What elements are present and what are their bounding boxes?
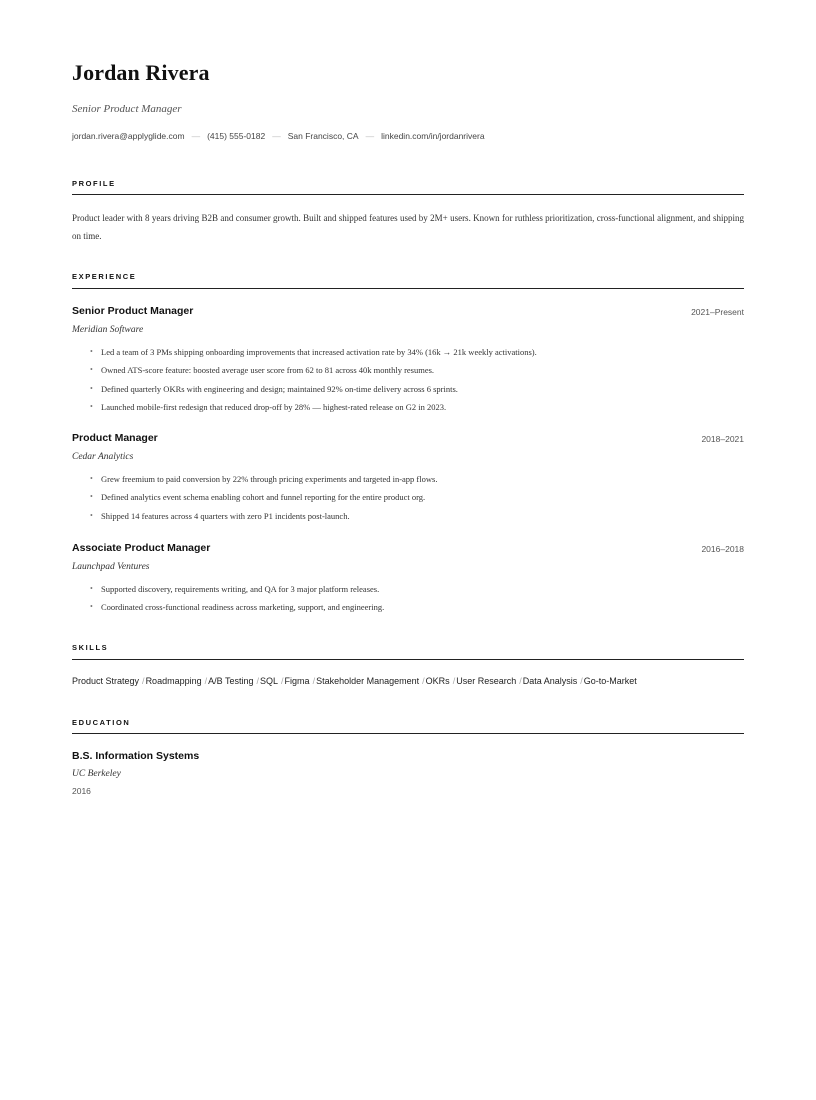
section-title-education: EDUCATION (72, 718, 131, 727)
job-role: Associate Product Manager (72, 542, 211, 554)
contact-email[interactable]: jordan.rivera@applyglide.com (72, 131, 185, 141)
skill-item: A/B Testing (208, 676, 254, 686)
bullet-item (90, 510, 437, 528)
bullet-text: Owned ATS-score feature: boosted average user score from 62 to 81 across 40k monthly resumes. (101, 365, 435, 376)
skill-item: OKRs (425, 676, 450, 686)
bullet-glyph: • (90, 510, 93, 520)
bullet-glyph: • (90, 584, 93, 593)
contact-location: San Francisco, CA (287, 131, 359, 141)
bullet-text: Defined analytics event schema enabling cohort and funnel reporting for the entire product org. (101, 492, 426, 503)
bullet-text: Coordinated cross-functional readiness across marketing, support, and engineering. (101, 602, 385, 613)
skill-separator: / (312, 676, 316, 686)
bullet-item (90, 601, 384, 619)
section-divider (72, 659, 744, 660)
education-year: 2016 (72, 786, 91, 796)
bullet-item (90, 583, 384, 601)
job-dates: 2016–2018 (701, 544, 744, 554)
bullet-glyph: • (90, 365, 93, 375)
skill-item: Figma (284, 676, 310, 686)
bullet-text: Supported discovery, requirements writing, and QA for 3 major platform releases. (101, 584, 380, 594)
bullet-item (90, 473, 437, 491)
skills-list (72, 676, 637, 686)
skill-item: Stakeholder Management (316, 676, 420, 686)
contact-line (72, 131, 485, 141)
skill-separator: / (580, 676, 583, 686)
bullet-item (90, 383, 537, 401)
bullet-text: Defined quarterly OKRs with engineering and design; maintained 92% on-time delivery across 6 sprints. (101, 383, 458, 394)
job-dates: 2018–2021 (701, 434, 744, 444)
job-dates: 2021–Present (691, 307, 744, 317)
skill-item: Go-to-Market (583, 676, 637, 686)
job-bullets (90, 583, 384, 620)
bullet-glyph: • (90, 474, 93, 483)
skill-item: SQL (260, 676, 279, 686)
skill-separator: / (422, 676, 425, 686)
bullet-glyph: • (90, 492, 93, 502)
skill-item: User Research (456, 676, 517, 686)
skill-item: Product Strategy (72, 676, 140, 686)
education-degree: B.S. Information Systems (72, 750, 200, 762)
skill-separator: / (281, 676, 284, 686)
candidate-name: Jordan Rivera (72, 60, 210, 85)
bullet-glyph: • (90, 383, 93, 393)
bullet-glyph: • (90, 401, 93, 411)
skill-item: Data Analysis (522, 676, 578, 686)
skill-separator: / (142, 676, 145, 686)
bullet-text: Shipped 14 features across 4 quarters with zero P1 incidents post-launch. (101, 510, 350, 521)
section-title-skills: SKILLS (72, 643, 109, 652)
contact-separator: — (191, 131, 201, 141)
job-role: Senior Product Manager (72, 305, 194, 317)
bullet-glyph: • (90, 602, 93, 612)
job-role: Product Manager (72, 432, 158, 444)
job-company: Cedar Analytics (72, 452, 134, 462)
job-company: Meridian Software (72, 325, 144, 335)
bullet-item (90, 364, 537, 382)
candidate-title: Senior Product Manager (72, 103, 182, 115)
bullet-text: Launched mobile-first redesign that reduced drop-off by 28% — highest-rated release on G2 in 2023. (101, 401, 447, 412)
section-divider (72, 733, 744, 734)
skill-separator: / (204, 676, 208, 686)
bullet-glyph: • (90, 347, 93, 356)
bullet-item (90, 401, 537, 419)
education-school: UC Berkeley (72, 769, 121, 779)
bullet-text: Led a team of 3 PMs shipping onboarding improvements that increased activation rate by 34% (16k → 21k weekly activations). (101, 347, 537, 357)
section-divider (72, 288, 744, 289)
section-title-profile: PROFILE (72, 179, 116, 188)
skill-separator: / (256, 676, 260, 686)
job-bullets (90, 346, 537, 419)
skill-separator: / (519, 676, 522, 686)
contact-separator: — (365, 131, 375, 141)
job-bullets (90, 473, 437, 528)
section-title-experience: EXPERIENCE (72, 272, 137, 281)
bullet-text: Grew freemium to paid conversion by 22% through pricing experiments and targeted in-app flows. (101, 474, 438, 484)
skill-item: Roadmapping (145, 676, 202, 686)
job-company: Launchpad Ventures (72, 562, 150, 572)
contact-phone: (415) 555-0182 (207, 131, 266, 141)
section-divider (72, 194, 744, 195)
skill-separator: / (452, 676, 456, 686)
bullet-item (90, 491, 437, 509)
profile-summary: Product leader with 8 years driving B2B and consumer growth. Built and shipped features used by 2M+ users. Known for ruthless prioritization, cross-functional alignment, and shipping on time. (72, 213, 744, 241)
contact-linkedin[interactable]: linkedin.com/in/jordanrivera (381, 131, 485, 141)
contact-separator: — (272, 131, 281, 141)
bullet-item (90, 346, 537, 364)
